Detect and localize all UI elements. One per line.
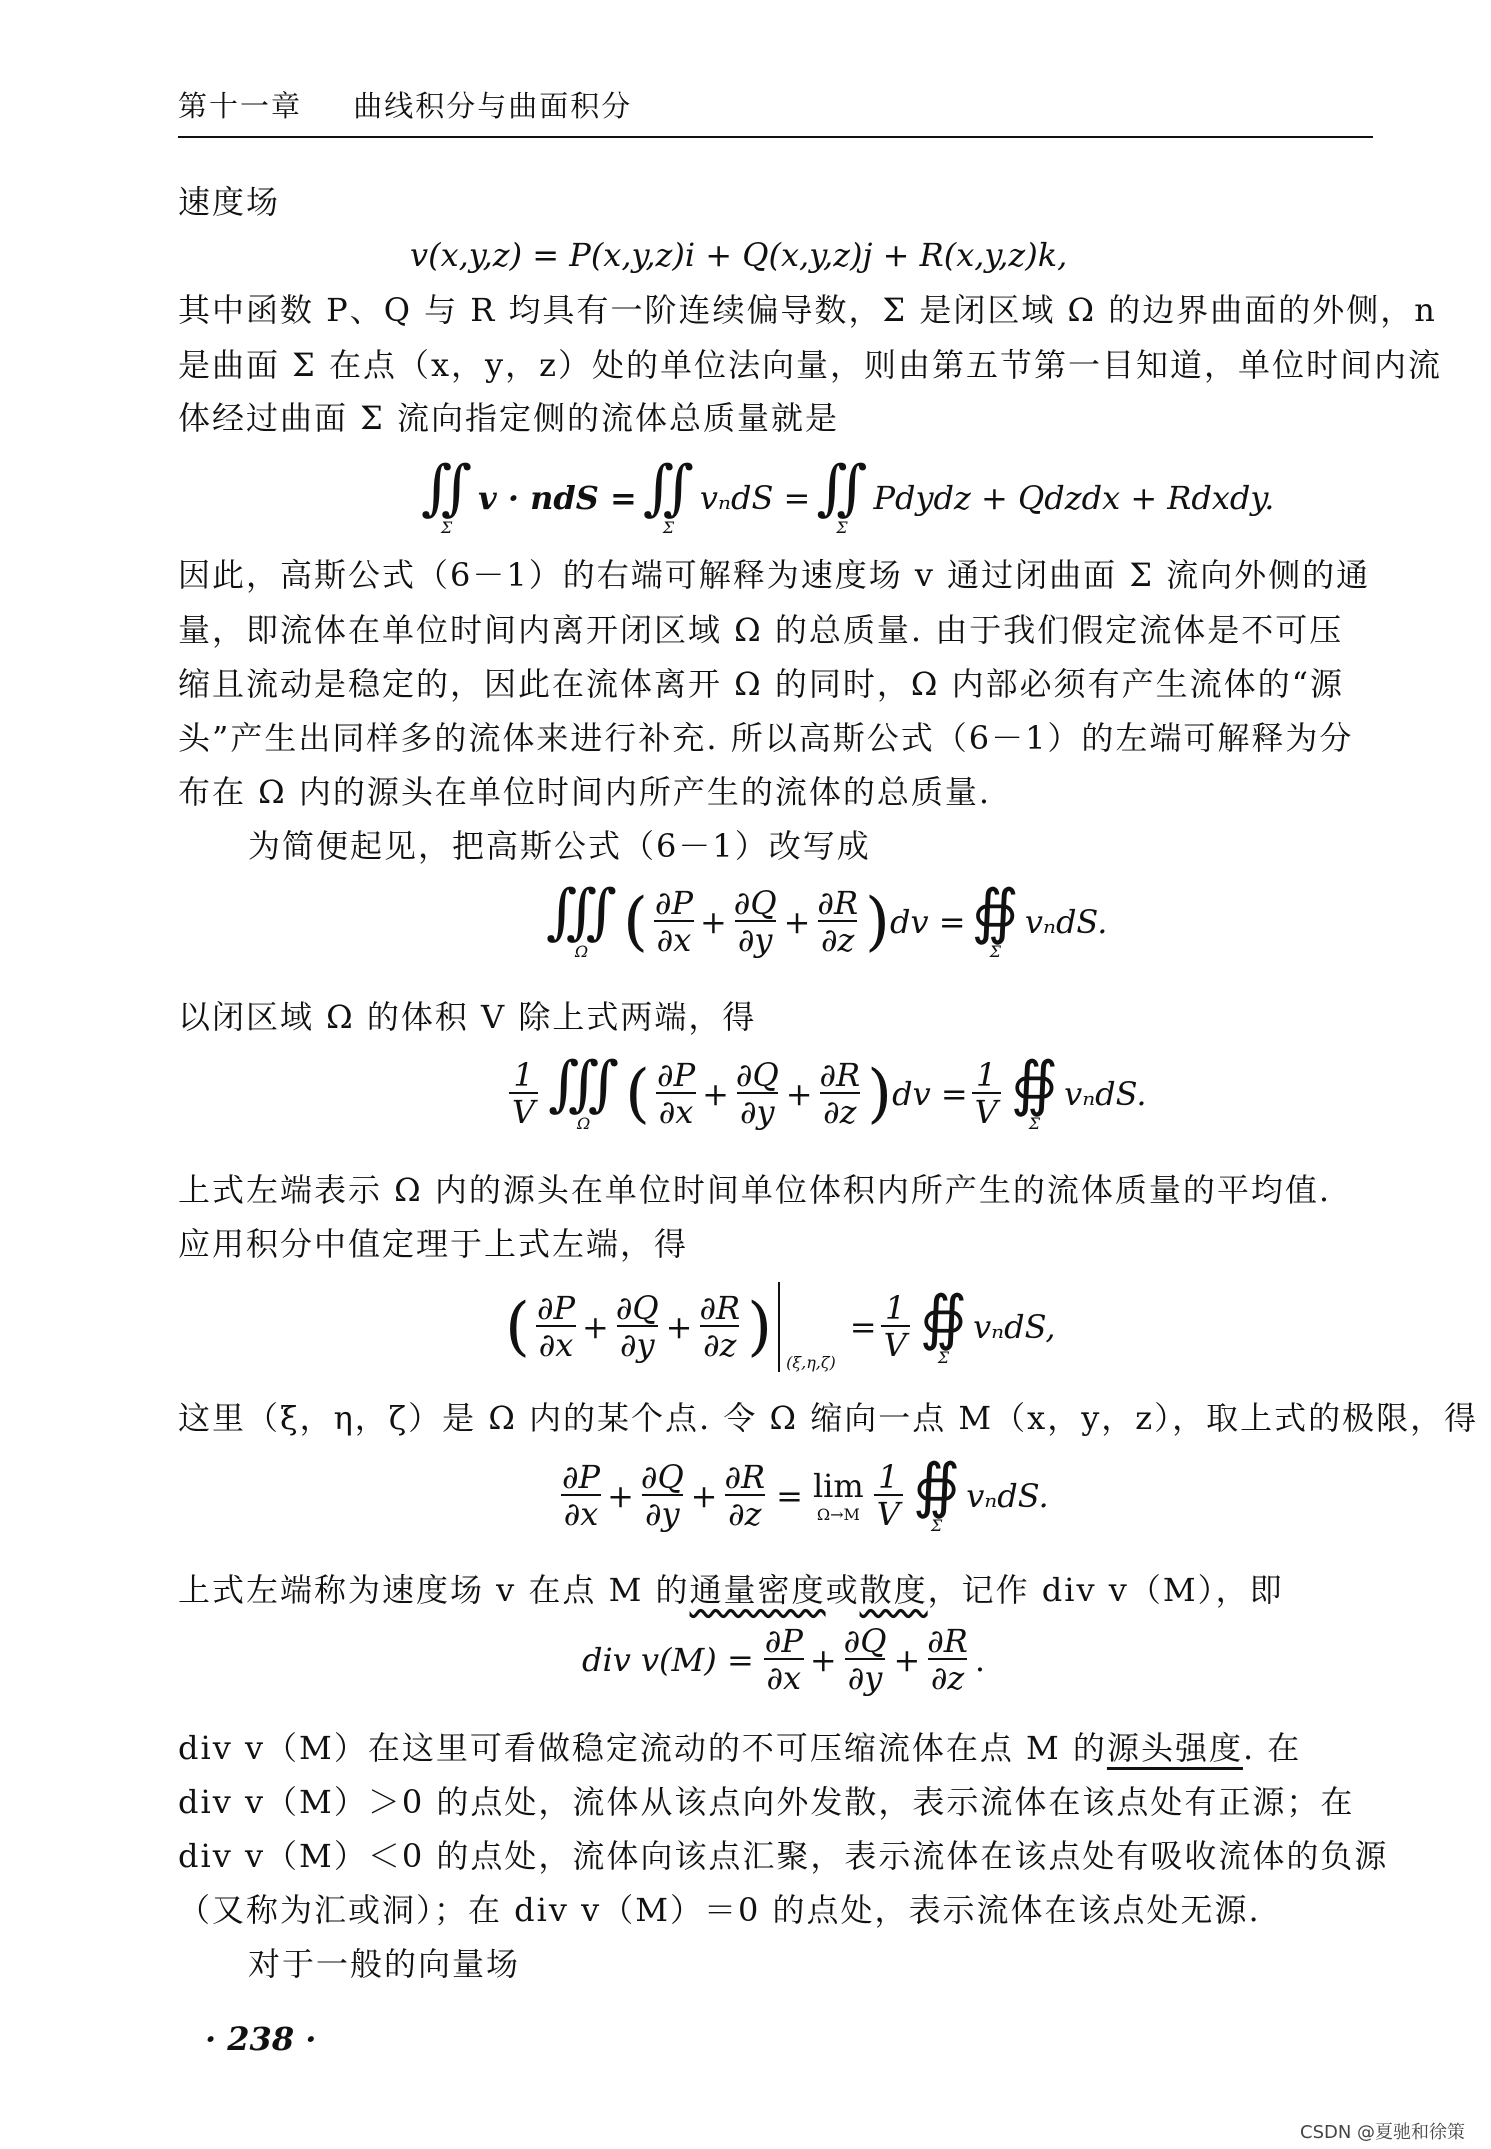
equation-averaged: $\frac{1}{V}$ ∭ Ω ( $\frac{\partial P}{\partial x}$ + $\frac{\partial Q}{\partial y}$ + $\frac{\partial R}{\partial z}$ ) dv = $\frac{1}{V}$ ∯ Σ vₙdS.	[505, 1054, 1147, 1133]
text-line: 以闭区域 Ω 的体积 V 除上式两端，得	[178, 998, 757, 1036]
fraction	[721, 1457, 768, 1533]
text-segment: 或	[825, 1571, 860, 1609]
fraction	[613, 1291, 662, 1363]
denominator: ∂z	[725, 1494, 764, 1532]
numerator: ∂Q	[615, 1289, 659, 1327]
fraction	[762, 1624, 806, 1696]
text-line: div v（M）＞0 的点处，流体从该点向外发散，表示流体在该点处有正源；在	[178, 1783, 1355, 1821]
text-line: 为简便起见，把高斯公式（6－1）改写成	[248, 827, 871, 865]
evaluation-point: (ξ,η,ζ)	[786, 1353, 836, 1372]
text-line: 量，即流体在单位时间内离开闭区域 Ω 的总质量. 由于我们假定流体是不可压	[178, 611, 1344, 649]
text-line: 对于一般的向量场	[248, 1945, 521, 1983]
term-flux-density: 通量密度	[689, 1571, 826, 1609]
text-line: 是曲面 Σ 在点（x，y，z）处的单位法向量，则由第五节第一目知道，单位时间内流	[178, 346, 1442, 384]
equation-text: div v(M) =	[582, 1641, 754, 1679]
numerator: ∂P	[764, 1622, 803, 1660]
denominator: ∂z	[820, 1092, 859, 1130]
numerator: ∂Q	[733, 883, 777, 922]
fraction	[814, 883, 861, 959]
text-line	[178, 1728, 1373, 1768]
evaluation-bar	[778, 1282, 780, 1372]
denominator: ∂y	[737, 1092, 778, 1130]
numerator: ∂P	[657, 1055, 696, 1094]
text-line: 因此，高斯公式（6－1）的右端可解释为速度场 v 通过闭曲面 Σ 流向外侧的通	[178, 556, 1371, 594]
numerator: ∂P	[536, 1289, 576, 1327]
fraction	[817, 1055, 864, 1131]
denominator: V	[881, 1325, 910, 1363]
numerator: ∂R	[819, 1055, 861, 1094]
integral-domain: Ω	[576, 1114, 591, 1133]
numerator: 1	[884, 1289, 906, 1327]
limit-label: lim	[812, 1467, 864, 1505]
numerator: ∂Q	[843, 1622, 887, 1660]
denominator: ∂z	[818, 920, 857, 958]
denominator: ∂x	[536, 1325, 577, 1363]
integral-domain: Σ	[662, 518, 675, 537]
text-segment: . 在	[1242, 1729, 1302, 1767]
denominator: ∂x	[656, 1092, 697, 1130]
limit-operator	[813, 1467, 864, 1524]
text-line: 速度场	[178, 183, 281, 221]
numerator: ∂P	[654, 883, 693, 922]
numerator: 1	[878, 1457, 899, 1496]
integral-domain: Ω	[574, 942, 589, 961]
numerator: 1	[976, 1055, 997, 1094]
equation-text: vₙdS =	[699, 478, 811, 517]
denominator: ∂x	[764, 1658, 805, 1696]
denominator: ∂x	[654, 920, 695, 958]
watermark: CSDN @夏驰和徐策	[1300, 2122, 1466, 2143]
integral-domain: Σ	[440, 518, 453, 537]
running-header	[178, 84, 632, 125]
page-number: · 238 ·	[205, 2020, 317, 2058]
fraction	[696, 1291, 743, 1363]
surface-integral: ∯ Σ	[919, 1282, 968, 1367]
equation-velocity-field	[410, 236, 1067, 274]
fraction	[841, 1624, 890, 1696]
numerator: ∂R	[724, 1457, 766, 1496]
denominator: ∂z	[928, 1658, 967, 1696]
double-integral: ∬ Σ	[421, 453, 473, 537]
denominator: ∂z	[700, 1325, 739, 1363]
numerator: ∂P	[562, 1457, 601, 1496]
denominator: ∂y	[735, 920, 776, 958]
equation-text: dv =	[892, 1074, 968, 1113]
equation-flux	[415, 453, 1275, 537]
denominator: V	[972, 1092, 1001, 1130]
text-line: 布在 Ω 内的源头在单位时间内所产生的流体的总质量.	[178, 773, 992, 811]
equation-text: Pdydz + Qdzdx + Rdxdy.	[873, 478, 1275, 517]
fraction	[881, 1291, 910, 1363]
equation-mean-value: ( $\frac{\partial P}{\partial x}$ + $\frac{\partial Q}{\partial y}$ + $\frac{\partial R}{\partial z}$ ) (ξ,η,ζ) = $\frac{1}{V}$ ∯ Σ vₙdS,	[505, 1282, 1056, 1372]
integral-domain: Σ	[937, 1347, 950, 1367]
limit-subscript: Ω→M	[816, 1505, 860, 1524]
equation-gauss-rewritten: ∭ Ω ( $\frac{\partial P}{\partial x}$ + $\frac{\partial Q}{\partial y}$ + $\frac{\partial R}{\partial z}$ ) dv = ∯ Σ vₙdS.	[546, 877, 1108, 961]
integral-domain: Σ	[930, 1516, 943, 1535]
denominator: ∂x	[561, 1494, 602, 1532]
triple-integral: ∭ Ω	[546, 877, 617, 961]
denominator: V	[874, 1494, 903, 1532]
fraction	[652, 883, 696, 959]
text-line: 体经过曲面 Σ 流向指定侧的流体总质量就是	[178, 399, 839, 437]
header-rule	[178, 136, 1373, 138]
term-divergence: 散度	[859, 1571, 928, 1609]
text-segment: 上式左端称为速度场 v 在点 M 的	[178, 1571, 690, 1609]
denominator: ∂y	[845, 1658, 886, 1696]
numerator: 1	[513, 1055, 534, 1094]
text-line: 其中函数 P、Q 与 R 均具有一阶连续偏导数，Σ 是闭区域 Ω 的边界曲面的外侧，n	[178, 291, 1437, 329]
text-line: 上式左端表示 Ω 内的源头在单位时间单位体积内所产生的流体质量的平均值.	[178, 1171, 1332, 1209]
fraction	[924, 1624, 971, 1696]
numerator: ∂R	[927, 1622, 968, 1660]
equation-limit: $\frac{\partial P}{\partial x}$ + $\frac{\partial Q}{\partial y}$ + $\frac{\partial R}{\partial z}$ = lim Ω→M $\frac{1}{V}$ ∯ Σ vₙdS.	[555, 1456, 1049, 1535]
fraction	[874, 1457, 903, 1533]
denominator: V	[509, 1092, 538, 1130]
numerator: ∂Q	[735, 1055, 779, 1094]
equation-text: dv =	[890, 902, 966, 941]
equation-text: vₙdS.	[966, 1476, 1049, 1515]
integral-domain: Σ	[1028, 1114, 1041, 1133]
equation-text: vₙdS.	[1024, 902, 1108, 941]
triple-integral: ∭ Ω	[548, 1049, 620, 1133]
term-source-strength: 源头强度	[1106, 1729, 1243, 1767]
chapter-title: 曲线积分与曲面积分	[353, 89, 633, 123]
text-line: 应用积分中值定理于上式左端，得	[178, 1225, 689, 1263]
numerator: ∂R	[699, 1289, 741, 1327]
fraction	[654, 1055, 698, 1131]
equation-divergence: div v(M) = $\frac{\partial P}{\partial x}$ + $\frac{\partial Q}{\partial y}$ + $\frac{\partial R}{\partial z}$ .	[582, 1622, 986, 1697]
integral-domain: Σ	[989, 942, 1001, 961]
chapter-number: 第十一章	[178, 89, 303, 123]
text-line: （又称为汇或洞）；在 div v（M）＝0 的点处，表示流体在该点处无源.	[178, 1891, 1261, 1929]
surface-integral: ∯ Σ	[912, 1451, 961, 1535]
text-line: div v（M）＜0 的点处，流体向该点汇聚，表示流体在该点处有吸收流体的负源	[178, 1837, 1389, 1875]
text-line: 这里（ξ，η，ζ）是 Ω 内的某个点. 令 Ω 缩向一点 M（x，y，z），取上式的极限，得	[178, 1399, 1479, 1437]
equation-text: vₙdS.	[1064, 1074, 1147, 1113]
equation-text: v(x,y,z) = P(x,y,z)i + Q(x,y,z)j + R(x,y,z)k,	[410, 236, 1068, 274]
fraction	[534, 1291, 578, 1363]
surface-integral: ∯ Σ	[1010, 1049, 1059, 1133]
text-segment: div v（M）在这里可看做稳定流动的不可压缩流体在点 M 的	[178, 1729, 1107, 1767]
numerator: ∂R	[817, 883, 859, 922]
fraction	[972, 1055, 1001, 1131]
denominator: ∂y	[642, 1494, 683, 1532]
integral-domain: Σ	[836, 518, 848, 537]
fraction	[731, 883, 780, 959]
denominator: ∂y	[617, 1325, 658, 1363]
equation-text: v · ndS =	[478, 478, 637, 517]
fraction	[559, 1457, 603, 1533]
double-integral: ∬ Σ	[816, 453, 868, 537]
fraction	[509, 1055, 538, 1131]
fraction	[638, 1457, 687, 1533]
text-line: 头”产生出同样多的流体来进行补充. 所以高斯公式（6－1）的左端可解释为分	[178, 719, 1354, 757]
equation-text: vₙdS,	[973, 1308, 1056, 1346]
numerator: ∂Q	[640, 1457, 684, 1496]
text-line: 缩且流动是稳定的，因此在流体离开 Ω 的同时，Ω 内部必须有产生流体的“源	[178, 665, 1344, 703]
double-integral: ∬ Σ	[642, 453, 694, 537]
surface-integral: ∯ Σ	[971, 877, 1019, 961]
fraction	[733, 1055, 782, 1131]
text-segment: ，记作 div v（M），即	[927, 1571, 1284, 1609]
text-line	[178, 1570, 1373, 1610]
